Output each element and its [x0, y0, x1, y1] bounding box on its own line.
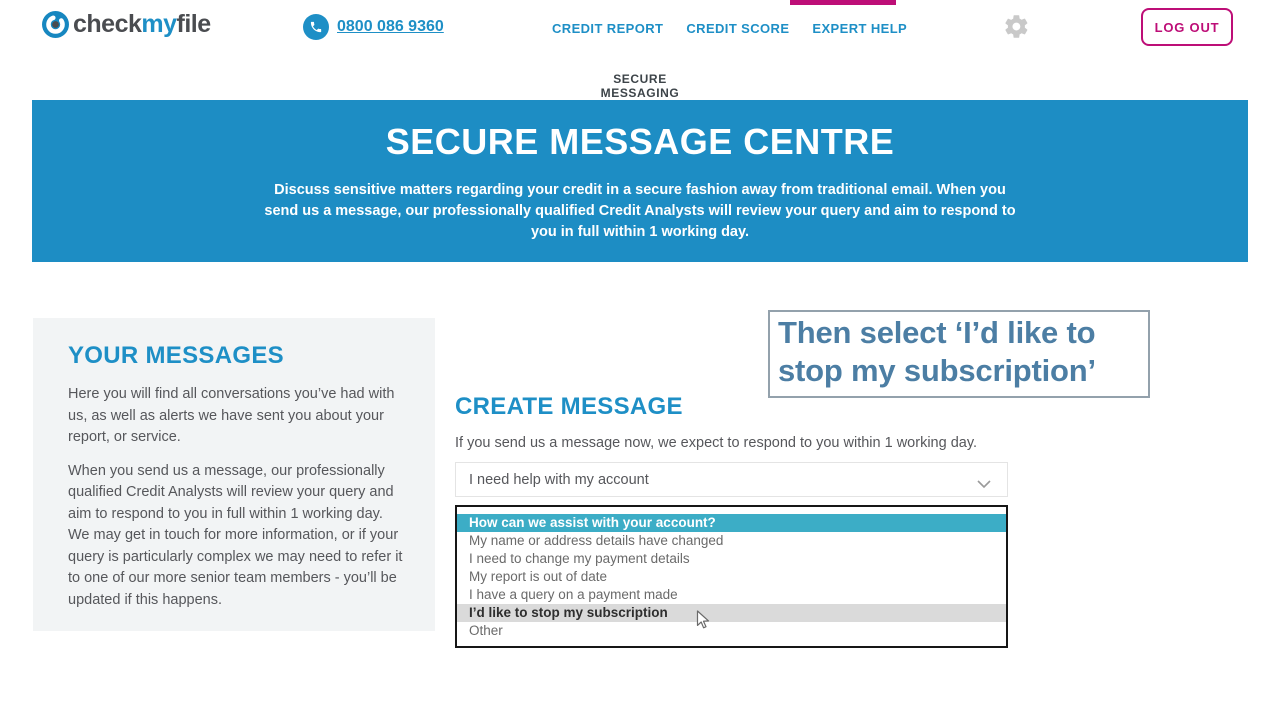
create-message-title: CREATE MESSAGE [455, 393, 683, 420]
annotation-line: stop my subscription’ [778, 353, 1096, 388]
your-messages-title: YOUR MESSAGES [68, 342, 284, 369]
annotation-line: Then select ‘I’d like to [778, 315, 1096, 350]
dropdown-option-prompt[interactable]: How can we assist with your account? [457, 514, 1006, 532]
settings-gear-icon[interactable] [1003, 13, 1030, 40]
message-topic-dropdown-list [455, 505, 1008, 648]
dropdown-option[interactable]: My name or address details have changed [469, 533, 724, 548]
phone-link[interactable] [303, 14, 444, 40]
your-messages-paragraph: Here you will find all conversations you’ve had with us, as well as alerts we have sent you about your report, or service. [68, 386, 395, 445]
header [0, 0, 1280, 56]
main-nav [552, 0, 907, 56]
checkmyfile-logo[interactable] [42, 10, 211, 39]
create-message-section [455, 393, 1008, 488]
message-topic-select-value: I need help with my account [469, 472, 649, 488]
page-title: SECURE MESSAGE CENTRE [385, 121, 895, 162]
banner-description: Discuss sensitive matters regarding your credit in a secure fashion away from traditional email. When you send us a message, our professionally qualified Credit Analysts will review your query and aim to respond to you in full within 1 working day. [264, 182, 1016, 240]
dropdown-option-stop-subscription[interactable]: I’d like to stop my subscription [457, 604, 1006, 622]
nav-expert-help[interactable]: EXPERT HELP [812, 20, 908, 36]
active-nav-indicator [790, 0, 896, 5]
dropdown-option[interactable]: I need to change my payment details [469, 551, 690, 566]
log-out-button[interactable]: LOG OUT [1141, 8, 1233, 46]
tutorial-annotation [768, 310, 1150, 398]
create-message-intro: If you send us a message now, we expect to respond to you within 1 working day. [455, 435, 978, 451]
chevron-down-icon [977, 476, 991, 494]
tab-secure-messaging-label: SECURE MESSAGING [600, 72, 680, 100]
dropdown-option[interactable]: My report is out of date [469, 569, 608, 584]
phone-icon [303, 14, 329, 40]
your-messages-panel [33, 318, 435, 631]
phone-number[interactable]: 0800 086 9360 [337, 18, 444, 35]
message-topic-select[interactable] [455, 462, 1008, 497]
secure-message-centre-banner [32, 100, 1248, 262]
nav-credit-score[interactable]: CREDIT SCORE [686, 20, 790, 36]
nav-credit-report[interactable]: CREDIT REPORT [552, 20, 664, 36]
checkmyfile-logo-icon [42, 11, 69, 38]
your-messages-paragraph: When you send us a message, our professionally qualified Credit Analysts will review your query and aim to respond to you in full within 1 working day. We may get in touch for more information, or if your query is particularly complex we may need to refer it to one of our more senior team members - you’ll be updated if this happens. [68, 462, 403, 608]
logo-wordmark: checkmyfile [73, 10, 211, 38]
dropdown-option[interactable]: I have a query on a payment made [469, 587, 678, 602]
dropdown-option[interactable]: Other [469, 623, 503, 638]
your-messages-copy [68, 384, 406, 623]
